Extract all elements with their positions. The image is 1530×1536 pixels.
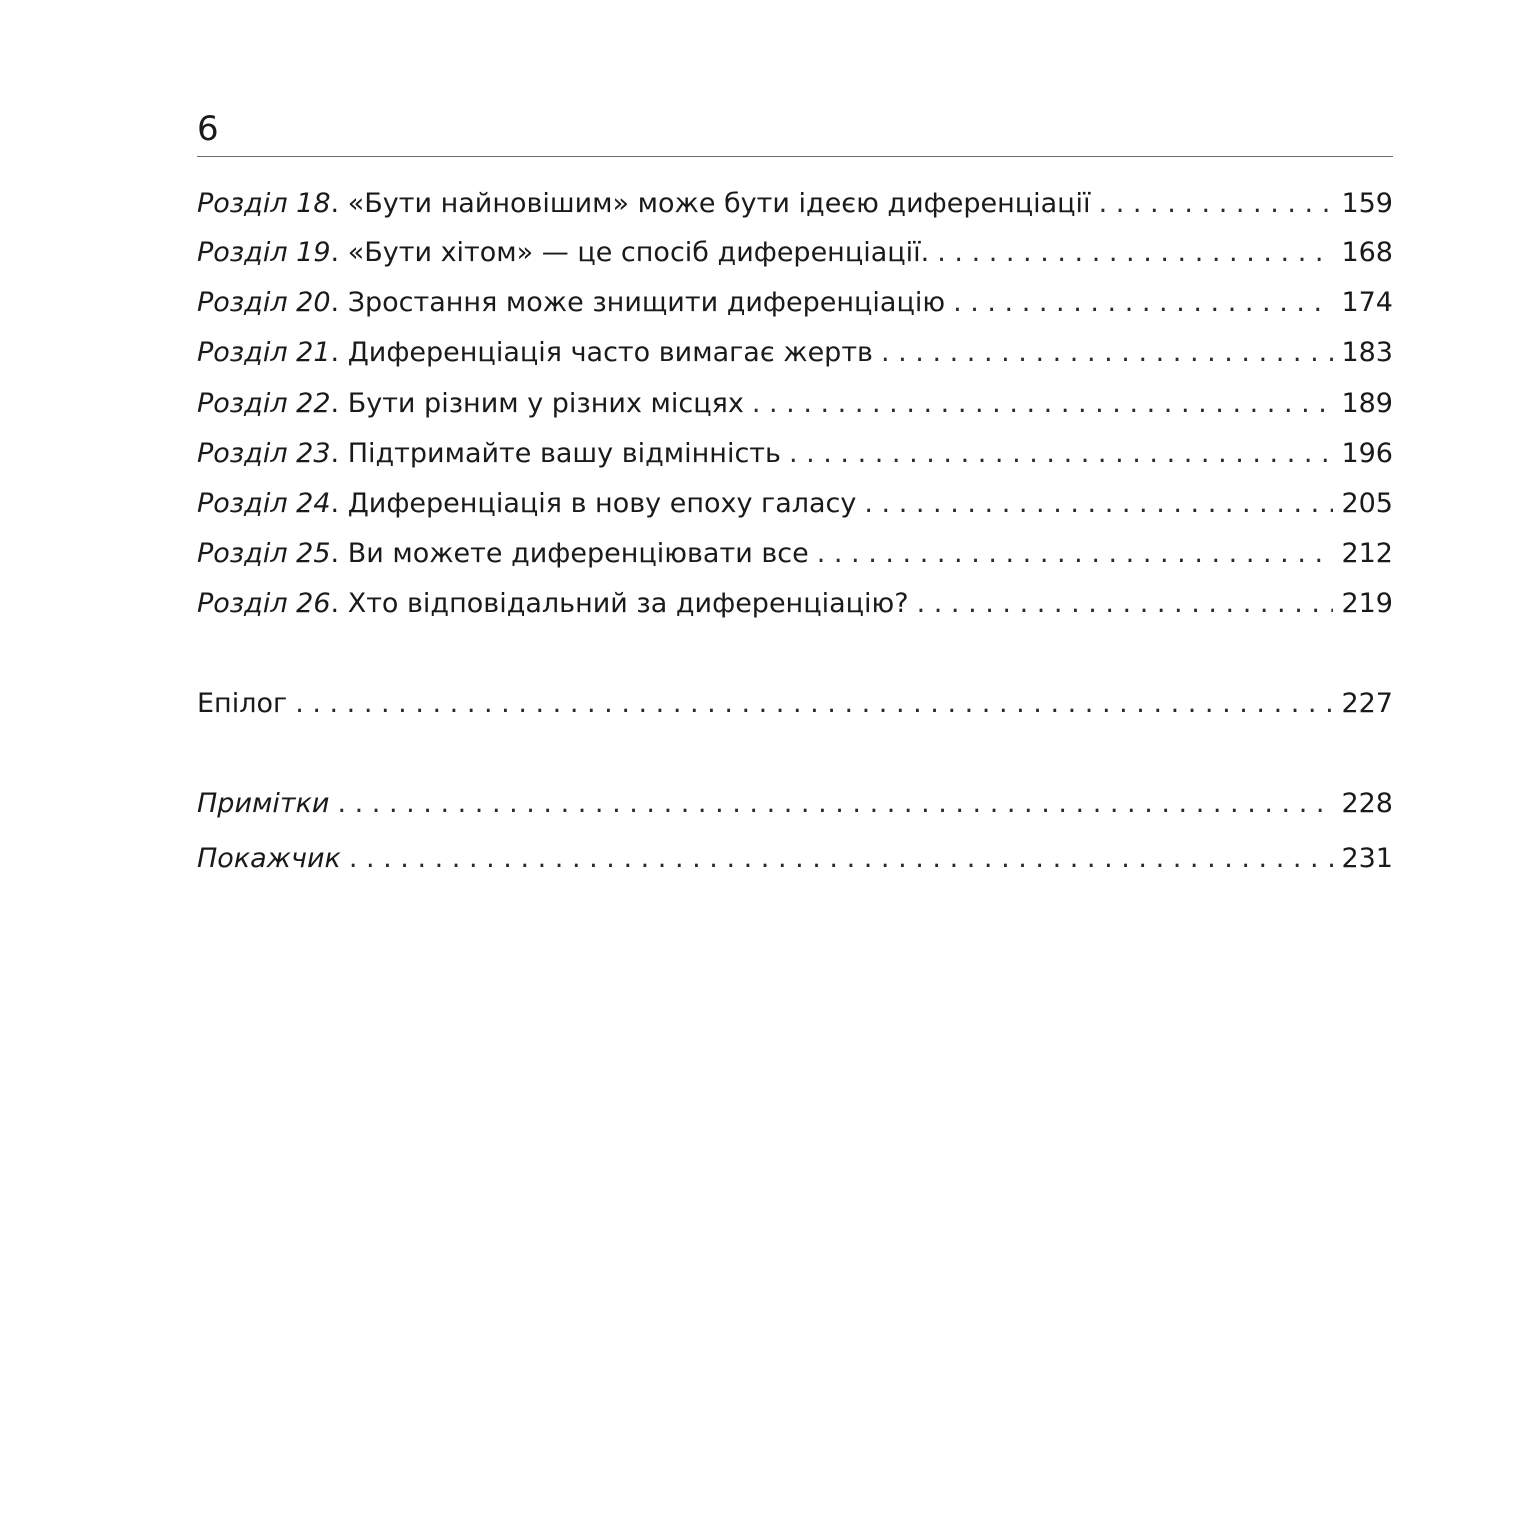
toc-page-number: 228 — [1341, 788, 1393, 819]
toc-page-number: 196 — [1341, 438, 1393, 469]
toc-page-number: 159 — [1341, 188, 1393, 219]
toc-page-number: 174 — [1341, 287, 1393, 318]
toc-chapter-label: Розділ 23 — [197, 438, 331, 469]
toc-page-number: 227 — [1341, 688, 1393, 719]
toc-chapter-title: . Зростання може знищити диференціацію — [330, 287, 946, 318]
toc-dot-leader — [881, 333, 1333, 373]
toc-dot-leader — [752, 384, 1334, 424]
toc-chapter-label: Розділ 18 — [197, 188, 331, 219]
toc-chapter-label: Розділ 22 — [197, 388, 331, 419]
toc-chapter-title: . Бути різним у різних місцях — [330, 388, 744, 419]
toc-chapter-label: Розділ 26 — [197, 588, 331, 619]
toc-epilogue-title: Епілог — [197, 688, 288, 719]
toc-chapter-label: Розділ 25 — [197, 538, 331, 569]
toc-chapter-title: . Диференціація часто вимагає жертв — [330, 337, 873, 368]
toc-entry-chapter-19[interactable] — [197, 233, 1393, 273]
toc-entry-chapter-26[interactable] — [197, 584, 1393, 624]
toc-dot-leader — [789, 434, 1334, 474]
toc-chapter-title: . Хто відповідальний за диференціацію? — [330, 588, 909, 619]
toc-entry-chapter-21[interactable] — [197, 333, 1393, 373]
toc-dot-leader — [817, 534, 1334, 574]
toc-chapter-title: . «Бути хітом» — це спосіб диференціації. — [330, 237, 930, 268]
toc-entry-chapter-22[interactable] — [197, 384, 1393, 424]
toc-page-number: 189 — [1341, 388, 1393, 419]
toc-entry-chapter-23[interactable] — [197, 434, 1393, 474]
toc-index-title: Покажчик — [197, 843, 341, 874]
toc-page-number: 168 — [1341, 237, 1393, 268]
toc-dot-leader — [337, 784, 1333, 824]
toc-dot-leader — [1099, 184, 1334, 224]
toc-chapter-label: Розділ 21 — [197, 337, 331, 368]
header-rule — [197, 156, 1393, 157]
toc-page-number: 219 — [1341, 588, 1393, 619]
toc-chapter-title: . Підтримайте вашу відмінність — [330, 438, 781, 469]
toc-chapter-title: . Ви можете диференціювати все — [330, 538, 809, 569]
toc-entry-chapter-24[interactable] — [197, 484, 1393, 524]
toc-notes-title: Примітки — [197, 788, 330, 819]
toc-chapter-title: . Диференціація в нову епоху галасу — [330, 488, 857, 519]
toc-dot-leader — [864, 484, 1333, 524]
toc-entry-index[interactable] — [197, 839, 1393, 879]
toc-entry-chapter-20[interactable] — [197, 283, 1393, 323]
toc-entry-epilogue[interactable] — [197, 684, 1393, 724]
toc-page-number: 231 — [1341, 843, 1393, 874]
toc-entry-chapter-25[interactable] — [197, 534, 1393, 574]
toc-chapter-label: Розділ 24 — [197, 488, 331, 519]
toc-chapter-label: Розділ 19 — [197, 237, 331, 268]
page-number: 6 — [197, 109, 219, 149]
toc-page-number: 205 — [1341, 488, 1393, 519]
toc-page-number: 212 — [1341, 538, 1393, 569]
toc-dot-leader — [295, 684, 1333, 724]
toc-entry-chapter-18[interactable] — [197, 184, 1393, 224]
toc-page-number: 183 — [1341, 337, 1393, 368]
toc-chapter-title: . «Бути найновішим» може бути ідеєю диференціації — [330, 188, 1091, 219]
toc-dot-leader — [953, 283, 1333, 323]
toc-entry-notes[interactable] — [197, 784, 1393, 824]
toc-chapter-label: Розділ 20 — [197, 287, 331, 318]
toc-dot-leader — [937, 233, 1333, 273]
toc-dot-leader — [349, 839, 1334, 879]
toc-dot-leader — [917, 584, 1334, 624]
